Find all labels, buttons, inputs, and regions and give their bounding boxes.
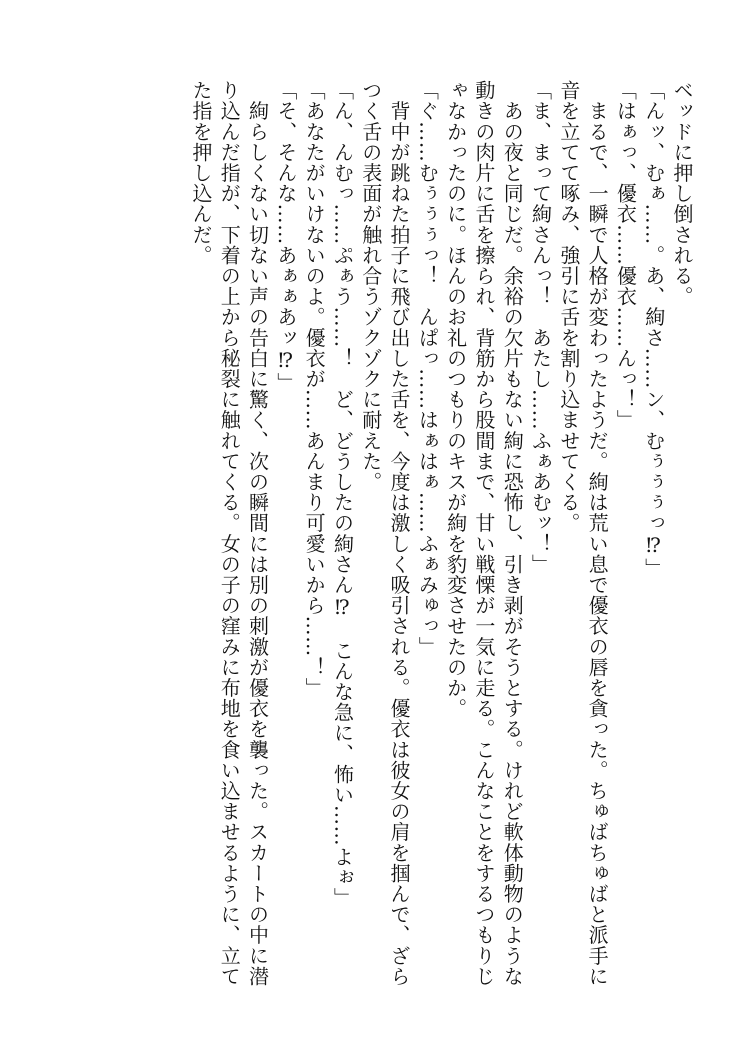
text-line-2: 「んッ、むぁ……。あ、絢さ……ン、むぅぅぅっ⁉」 — [641, 80, 666, 579]
text-line-6: 「ま、まって絢さんっ！ あたし……ふぁあむッ！」 — [528, 80, 553, 575]
text-line-1: ベッドに押し倒される。 — [670, 80, 694, 307]
text-line-8: 動きの肉片に舌を擦られ、背筋から股間まで、甘い戦慄が一気に走る。こんなことをするつもりじ — [471, 80, 496, 987]
vertical-text-body — [187, 80, 696, 987]
text-line-15: 「そ、そんな……あぁぁあッ⁉」 — [273, 80, 298, 393]
text-line-17: り込んだ指が、下着の上から秘裂に触れてくる。女の子の窪みに布地を食い込ませるように、立て — [217, 80, 242, 987]
text-line-11: 背中が跳ねた拍子に飛び出した舌を、今度は激しく吸引される。優衣は彼女の肩を掴んで、ざら — [387, 80, 412, 987]
text-line-4: まるで、一瞬で人格が変わったようだ。絢は荒い息で優衣の唇を貪った。ちゅばちゅばと派手に — [585, 80, 610, 987]
text-line-18: た指を押し込んだ。 — [188, 80, 213, 266]
text-line-3: 「はぁっ、優衣……優衣……んっ！」 — [613, 80, 638, 431]
text-line-16: 絢らしくない切ない声の告白に驚く、次の瞬間には別の刺激が優衣を襲った。スカートの中に潜 — [245, 80, 270, 987]
text-line-12: つく舌の表面が触れ合うゾクゾクに耐えた。 — [358, 80, 383, 492]
text-line-14: 「あなたがいけないのよ。優衣が……あんまり可愛いから……！」 — [302, 80, 327, 698]
text-line-13: 「ん、んむっ……ぷぁう……！ ど、どうしたの絢さん⁉ こんな急に、怖い……よぉ」 — [330, 80, 355, 908]
text-line-5: 音を立てて啄み、強引に舌を割り込ませてくる。 — [556, 80, 581, 534]
text-line-10: 「ぐ……むぅぅぅっ！ んぱっ……はぁはぁ……ふぁみゅっ」 — [415, 80, 440, 657]
text-line-7: あの夜と同じだ。余裕の欠片もない絢に恐怖し、引き剥がそうとする。けれど軟体動物のような — [500, 80, 525, 987]
text-line-9: ゃなかったのに。ほんのお礼のつもりのキスが絢を豹変させたのか。 — [443, 80, 468, 719]
